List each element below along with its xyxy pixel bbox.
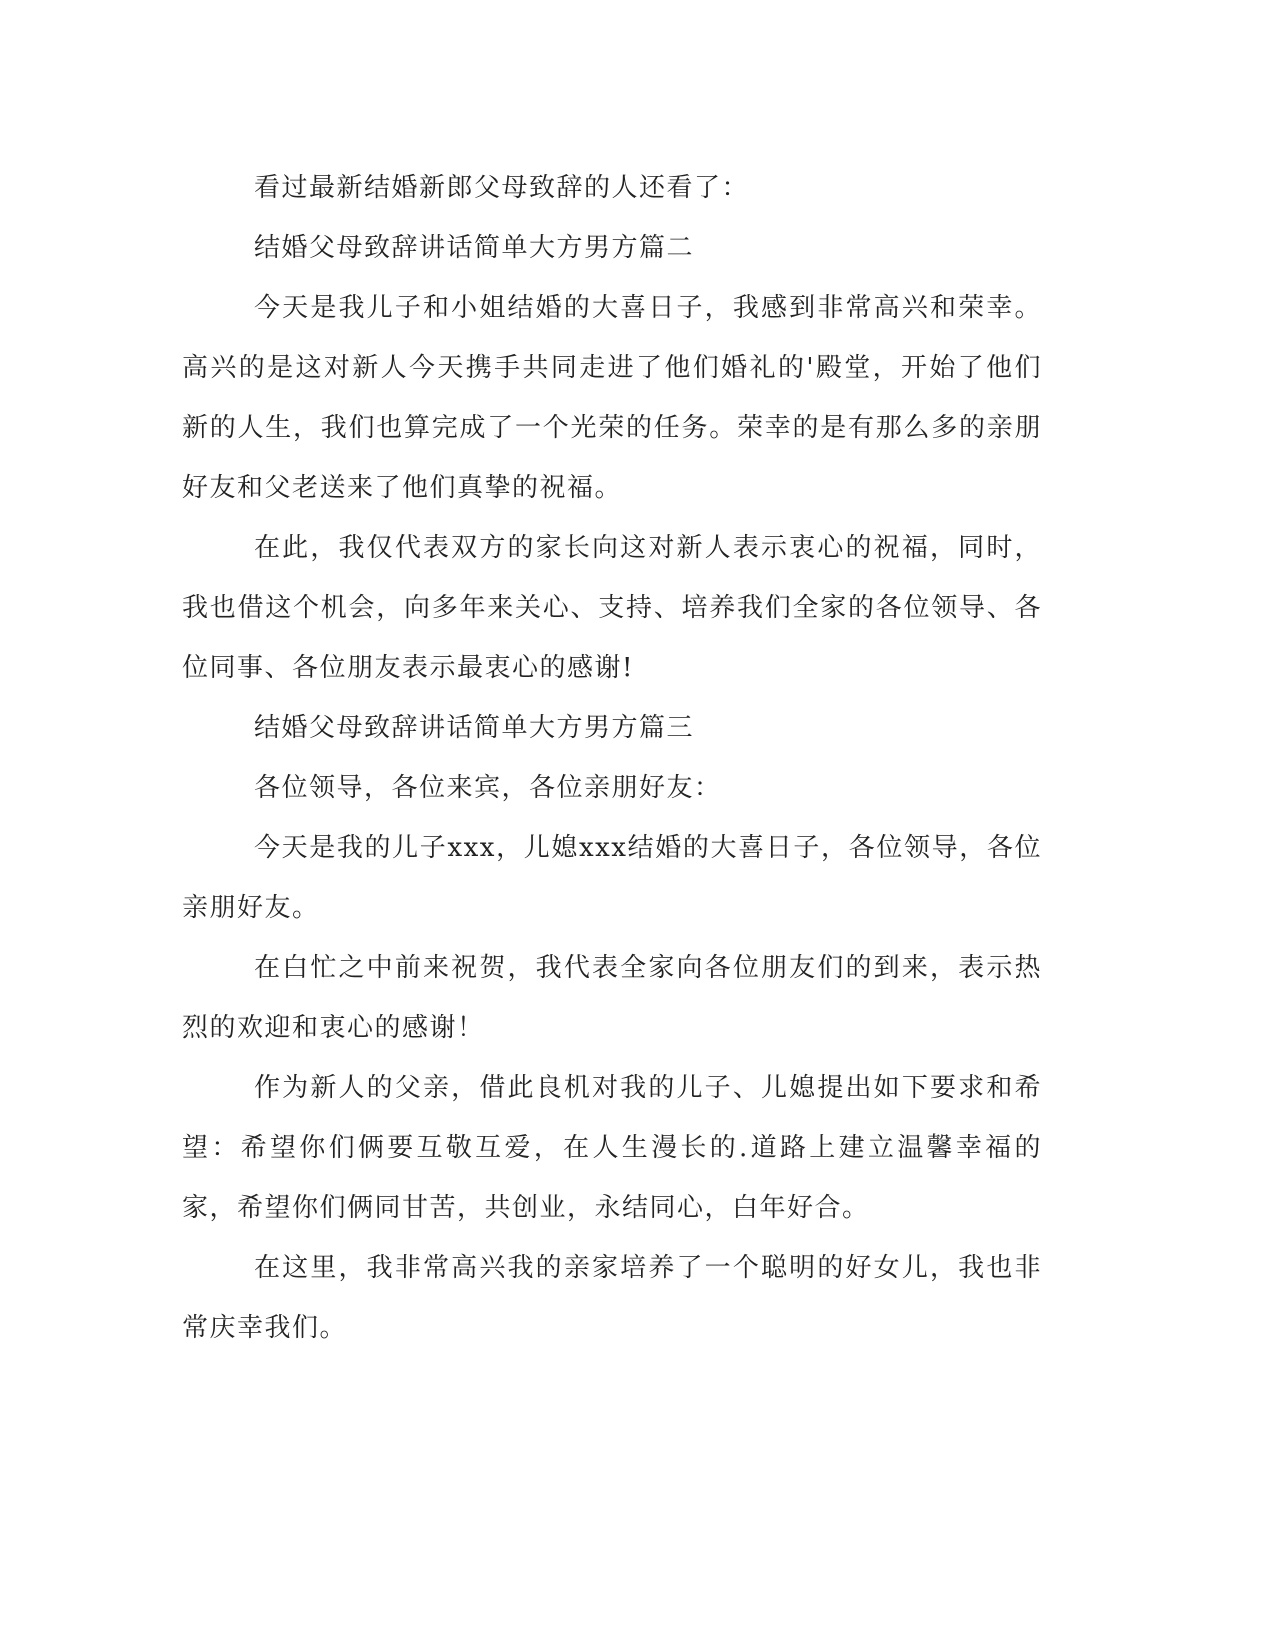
body-paragraph: 在此，我仅代表双方的家长向这对新人表示衷心的祝福，同时，我也借这个机会，向多年来关心、支持、培养我们全家的各位领导、各位同事、各位朋友表示最衷心的感谢! — [182, 533, 1042, 683]
body-paragraph: 作为新人的父亲，借此良机对我的儿子、儿媳提出如下要求和希望：希望你们俩要互敬互爱，在人生漫长的.道路上建立温馨幸福的家，希望你们俩同甘苦，共创业，永结同心，白年好合。 — [182, 1073, 1042, 1223]
intro-line: 看过最新结婚新郎父母致辞的人还看了： — [254, 173, 750, 203]
document-body — [182, 158, 1042, 1358]
body-paragraph: 在白忙之中前来祝贺，我代表全家向各位朋友们的到来，表示热烈的欢迎和衷心的感谢！ — [182, 953, 1042, 1043]
body-paragraph: 今天是我儿子和小姐结婚的大喜日子，我感到非常高兴和荣幸。高兴的是这对新人今天携手共同走进了他们婚礼的'殿堂，开始了他们新的人生，我们也算完成了一个光荣的任务。荣幸的是有那么多的亲朋好友和父老送来了他们真挚的祝福。 — [182, 293, 1042, 503]
body-paragraph: 今天是我的儿子xxx，儿媳xxx结婚的大喜日子，各位领导，各位亲朋好友。 — [182, 833, 1042, 923]
body-paragraph: 在这里，我非常高兴我的亲家培养了一个聪明的好女儿，我也非常庆幸我们。 — [182, 1253, 1042, 1343]
salutation: 各位领导，各位来宾，各位亲朋好友： — [254, 773, 722, 803]
section-heading-3: 结婚父母致辞讲话简单大方男方篇三 — [254, 713, 695, 743]
section-heading-2: 结婚父母致辞讲话简单大方男方篇二 — [254, 233, 695, 263]
